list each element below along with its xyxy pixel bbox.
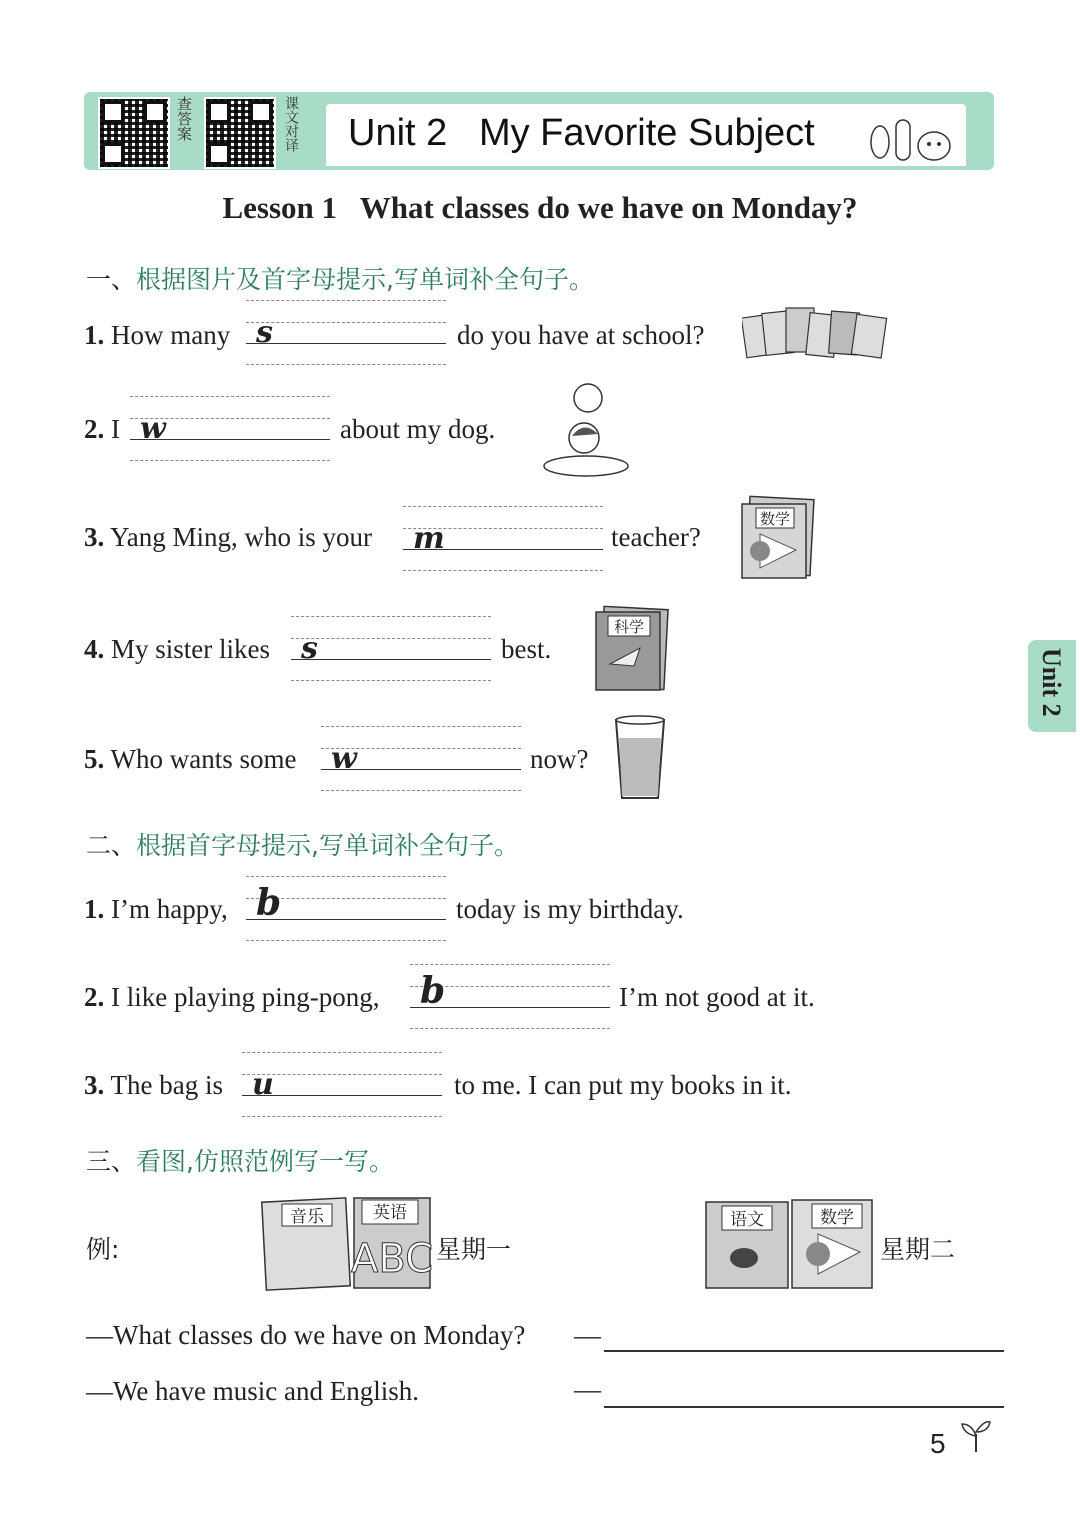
section-1-number: 一、 <box>86 265 137 294</box>
example-day: 星期一 <box>436 1235 512 1264</box>
chinese-book-label: 语文 <box>730 1210 764 1230</box>
s2-q1-after: today is my birthday. <box>456 894 684 924</box>
translation-qr-label: 课文对译 <box>283 96 299 152</box>
s1-q1-after: do you have at school? <box>457 320 705 350</box>
s2-q3-answer-blank[interactable]: u <box>242 1052 442 1116</box>
s2-q2-before: 2. I like playing ping-pong, <box>84 982 380 1012</box>
section-2-number: 二、 <box>86 831 137 860</box>
math-book-icon <box>736 494 818 582</box>
unit-side-tab <box>1028 640 1076 732</box>
task-answer-dash: — <box>574 1374 601 1404</box>
section-2-heading <box>86 826 519 862</box>
section-3-title: 看图,仿照范例写一写。 <box>136 1147 394 1176</box>
s1-q2-before: 2. I <box>84 414 120 444</box>
s1-q4-answer-blank[interactable]: s <box>291 616 491 680</box>
glass-of-water-icon <box>612 714 668 804</box>
s2-q2-answer-blank[interactable]: b <box>410 964 610 1028</box>
cartoon-characters-icon <box>866 112 956 164</box>
s1-q1-answer-blank[interactable]: s <box>246 300 446 364</box>
s2-q3-after: to me. I can put my books in it. <box>454 1070 792 1100</box>
sprout-icon <box>960 1418 992 1454</box>
s1-q4-after: best. <box>501 634 552 664</box>
s2-q2-after: I’m not good at it. <box>619 982 815 1012</box>
answers-qr-code[interactable] <box>98 97 170 169</box>
side-tab-label: Unit 2 <box>1037 648 1066 717</box>
s1-q5-before: 5. Who wants some <box>84 744 297 774</box>
math-book-label-2: 数学 <box>820 1208 854 1228</box>
s1-q2-after: about my dog. <box>340 414 496 444</box>
svg-text:ABC: ABC <box>350 1236 434 1282</box>
answers-qr-label: 查答案 <box>175 96 193 141</box>
section-3-number: 三、 <box>86 1147 137 1176</box>
s1-q5-after: now? <box>530 744 589 774</box>
section-2-title: 根据首字母提示,写单词补全句子。 <box>136 831 519 860</box>
section-1-heading <box>86 260 594 296</box>
music-book-label: 音乐 <box>290 1207 324 1227</box>
task-question-dash: — <box>574 1320 601 1350</box>
page-number: 5 <box>930 1428 946 1459</box>
lesson-title: Lesson 1 What classes do we have on Monday? <box>222 190 858 225</box>
s1-q1-before: 1. How many <box>84 320 231 350</box>
example-books-icon <box>258 1194 438 1294</box>
science-book-icon <box>590 604 672 696</box>
task-answer-line[interactable] <box>604 1406 1004 1408</box>
s2-q1-before: 1. I’m happy, <box>84 894 228 924</box>
subject-books-icon <box>742 304 892 362</box>
unit-title: Unit 2 My Favorite Subject <box>348 112 815 154</box>
s1-q4-before: 4. My sister likes <box>84 634 270 664</box>
s1-q2-answer-blank[interactable]: w <box>130 396 330 460</box>
example-answer: —We have music and English. <box>86 1376 420 1406</box>
example-label: 例: <box>86 1235 120 1264</box>
s1-q3-before: 3. Yang Ming, who is your <box>84 522 373 552</box>
section-1-title: 根据图片及首字母提示,写单词补全句子。 <box>136 265 594 294</box>
task-question-line[interactable] <box>604 1350 1004 1352</box>
section-3-heading <box>86 1142 394 1178</box>
translation-qr-code[interactable] <box>204 97 276 169</box>
science-book-label: 科学 <box>613 618 645 636</box>
s2-q1-answer-blank[interactable]: b <box>246 876 446 940</box>
example-question: —What classes do we have on Monday? <box>86 1320 526 1350</box>
task-day: 星期二 <box>880 1235 956 1264</box>
task-books-icon <box>700 1194 880 1294</box>
s1-q3-answer-blank[interactable]: m <box>403 506 603 570</box>
s2-q3-before: 3. The bag is <box>84 1070 223 1100</box>
math-book-label: 数学 <box>759 510 791 528</box>
english-book-label: 英语 <box>373 1203 407 1223</box>
boy-writing-icon <box>542 378 632 478</box>
s1-q3-after: teacher? <box>611 522 701 552</box>
s1-q5-answer-blank[interactable]: w <box>321 726 521 790</box>
